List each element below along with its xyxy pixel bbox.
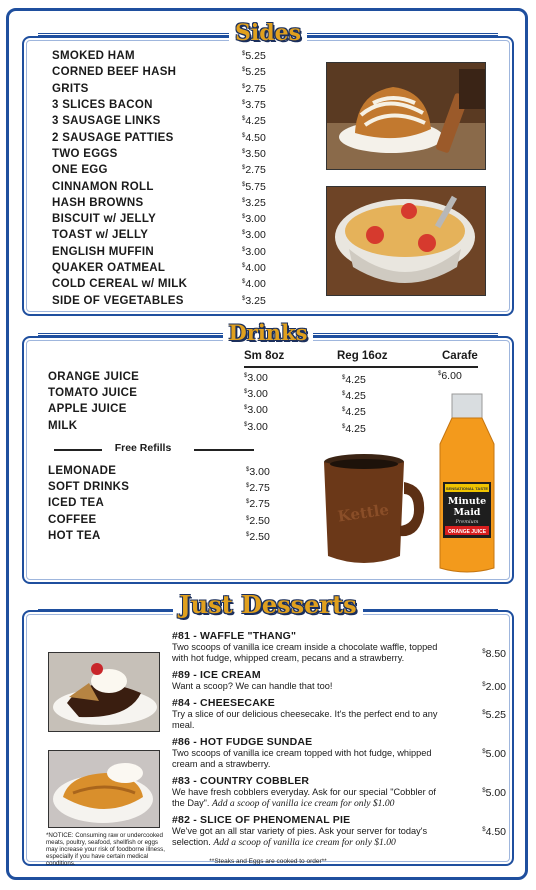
side-item-name: BISCUIT w/ JELLY [52, 213, 157, 226]
side-item-name: ENGLISH MUFFIN [52, 245, 154, 258]
side-item-name: ONE EGG [52, 164, 108, 177]
juice-item [48, 370, 468, 386]
side-item [52, 178, 332, 194]
orange-juice-carafe-photo [434, 390, 500, 576]
svg-text:Premium: Premium [455, 519, 479, 525]
refill-item [48, 513, 308, 529]
sides-title: Sides [24, 20, 512, 46]
price-small: $3.00 [244, 404, 268, 417]
side-item-price: $5.25 [242, 66, 266, 79]
dessert-description: Two scoops of vanilla ice cream topped with hot fudge, whipped cream and a strawberry. [172, 748, 432, 769]
price-regular: $4.25 [342, 374, 366, 386]
dessert-description: Want a scoop? We can handle that too! [172, 681, 333, 691]
side-item-price: $3.75 [242, 99, 266, 112]
coffee-mug-photo [320, 452, 430, 570]
dessert-price: $2.00 [482, 681, 506, 693]
dessert-item [172, 775, 508, 809]
side-item [52, 81, 332, 97]
refill-item [48, 496, 308, 512]
drinks-section [22, 320, 514, 584]
drink-name: SOFT DRINKS [48, 481, 130, 494]
cobbler-photo [48, 750, 160, 828]
svg-text:Minute: Minute [447, 496, 487, 507]
price-small: $3.00 [244, 388, 268, 401]
drink-name: APPLE JUICE [48, 403, 127, 416]
dessert-title: #83 - COUNTRY COBBLER [172, 775, 310, 787]
price-carafe: $6.00 [438, 370, 462, 382]
dessert-item [172, 697, 508, 731]
drink-name: HOT TEA [48, 529, 101, 542]
cereal-bowl-photo [326, 186, 486, 296]
juice-item [48, 402, 468, 418]
side-item-price: $3.00 [242, 245, 266, 258]
dessert-item [172, 736, 508, 770]
price-small: $2.50 [246, 530, 270, 543]
dessert-list [172, 630, 508, 853]
side-item-name: 3 SLICES BACON [52, 99, 153, 112]
sides-list [52, 48, 332, 309]
price-small: $3.00 [244, 420, 268, 433]
side-item [52, 129, 332, 145]
refill-item [48, 529, 308, 545]
drinks-title: Drinks [24, 320, 512, 345]
cinnamon-roll-photo [326, 62, 486, 170]
side-item-price: $5.75 [242, 180, 266, 193]
price-small: $2.75 [246, 482, 270, 495]
side-item [52, 211, 332, 227]
side-item-price: $3.50 [242, 147, 266, 160]
side-item [52, 227, 332, 243]
dessert-description: Two scoops of vanilla ice cream inside a chocolate waffle, topped with hot fudge, whipped cream, pecans and a strawberry. [172, 642, 438, 663]
side-item-price: $4.00 [242, 278, 266, 291]
side-item-price: $3.25 [242, 294, 266, 307]
sides-section [22, 20, 514, 316]
refills-list [48, 464, 308, 545]
side-item [52, 162, 332, 178]
drink-name: ICED TEA [48, 497, 105, 510]
side-item-name: TOAST w/ JELLY [52, 229, 149, 242]
side-item-price: $3.00 [242, 213, 266, 226]
dessert-item [172, 814, 508, 848]
juice-item [48, 386, 468, 402]
drink-name: LEMONADE [48, 465, 117, 477]
price-small: $2.50 [246, 514, 270, 527]
side-item [52, 292, 332, 308]
header-small: Sm 8oz [244, 350, 285, 362]
dessert-title: #89 - ICE CREAM [172, 669, 261, 681]
free-refills-label: Free Refills [48, 442, 238, 456]
price-regular: $4.25 [342, 422, 366, 435]
waffle-dessert-photo [48, 652, 160, 732]
side-item [52, 260, 332, 276]
dessert-title: #81 - WAFFLE "THANG" [172, 630, 297, 642]
svg-text:SENSATIONAL TASTE: SENSATIONAL TASTE [445, 486, 489, 491]
dessert-item [172, 669, 508, 692]
dessert-price: $5.00 [482, 787, 506, 799]
side-item [52, 276, 332, 292]
price-regular: $4.25 [342, 406, 366, 419]
side-item-price: $3.25 [242, 196, 266, 209]
juice-item [48, 419, 468, 435]
side-item [52, 195, 332, 211]
dessert-addon-note: Add a scoop of vanilla ice cream for only $1.00 [212, 798, 395, 809]
side-item [52, 48, 332, 64]
side-item-name: SIDE OF VEGETABLES [52, 294, 184, 307]
dessert-addon-note: Add a scoop of vanilla ice cream for only $1.00 [213, 837, 396, 848]
side-item-name: GRITS [52, 82, 89, 95]
side-item-price: $2.75 [242, 164, 266, 177]
side-item [52, 244, 332, 260]
side-item-name: QUAKER OATMEAL [52, 262, 166, 274]
dessert-description: Try a slice of our delicious cheesecake. It's the perfect end to any meal. [172, 709, 438, 730]
juices-list [48, 370, 468, 435]
side-item-name: SMOKED HAM [52, 50, 135, 63]
dessert-price: $4.50 [482, 826, 506, 838]
price-regular: $4.25 [342, 390, 366, 403]
side-item-price: $4.50 [242, 131, 266, 144]
dessert-description: We have fresh cobblers everyday. Ask for our special "Cobbler of the Day". Add a scoop of vanilla ice cream for only $1.00 [172, 787, 436, 809]
dessert-title: #82 - SLICE OF PHENOMENAL PIE [172, 814, 351, 826]
side-item-name: TWO EGGS [52, 147, 118, 160]
dessert-title: #86 - HOT FUDGE SUNDAE [172, 736, 313, 748]
side-item [52, 97, 332, 113]
mug-kettle-text: Kettle [336, 500, 390, 526]
dessert-item [172, 630, 508, 664]
drinks-header [24, 350, 512, 364]
drink-name: COFFEE [48, 513, 97, 526]
dessert-price: $5.25 [482, 709, 506, 721]
desserts-title: Just Desserts [24, 594, 512, 623]
dessert-title: #84 - CHEESECAKE [172, 697, 275, 709]
side-item-price: $3.00 [242, 229, 266, 242]
side-item-name: COLD CEREAL w/ MILK [52, 278, 188, 291]
side-item-price: $2.75 [242, 82, 266, 95]
side-item-name: 3 SAUSAGE LINKS [52, 115, 161, 128]
food-safety-notice: *NOTICE: Consuming raw or undercooked meats, poultry, seafood, shellfish or eggs may increase your risk of foodborne illness, especially if you have certain medical conditions. [46, 832, 165, 867]
side-item [52, 64, 332, 80]
header-carafe: Carafe [442, 350, 478, 362]
side-item-name: CORNED BEEF HASH [52, 66, 177, 79]
side-item [52, 113, 332, 129]
header-regular: Reg 16oz [337, 350, 388, 362]
steak-eggs-footnote: **Steaks and Eggs are cooked to order** [209, 858, 327, 865]
drink-name: TOMATO JUICE [48, 387, 138, 400]
side-item-name: 2 SAUSAGE PATTIES [52, 131, 174, 144]
dessert-price: $8.50 [482, 648, 506, 660]
header-rule [244, 366, 478, 368]
side-item [52, 146, 332, 162]
side-item-price: $5.25 [242, 50, 266, 63]
price-small: $3.00 [244, 372, 268, 384]
drink-name: MILK [48, 419, 78, 432]
side-item-price: $4.00 [242, 262, 266, 274]
refill-item [48, 464, 308, 480]
side-item-name: HASH BROWNS [52, 196, 144, 209]
price-small: $2.75 [246, 498, 270, 511]
dessert-price: $5.00 [482, 748, 506, 760]
desserts-section [22, 590, 514, 867]
price-small: $3.00 [246, 466, 270, 478]
side-item-name: CINNAMON ROLL [52, 180, 154, 193]
svg-text:Maid: Maid [453, 507, 481, 518]
drink-name: ORANGE JUICE [48, 371, 140, 383]
refill-item [48, 480, 308, 496]
svg-text:ORANGE JUICE: ORANGE JUICE [447, 529, 487, 535]
side-item-price: $4.25 [242, 115, 266, 128]
dessert-description: We've got an all star variety of pies. Ask your server for today's selection. Add a scoop of vanilla ice cream for only $1.00 [172, 826, 428, 848]
